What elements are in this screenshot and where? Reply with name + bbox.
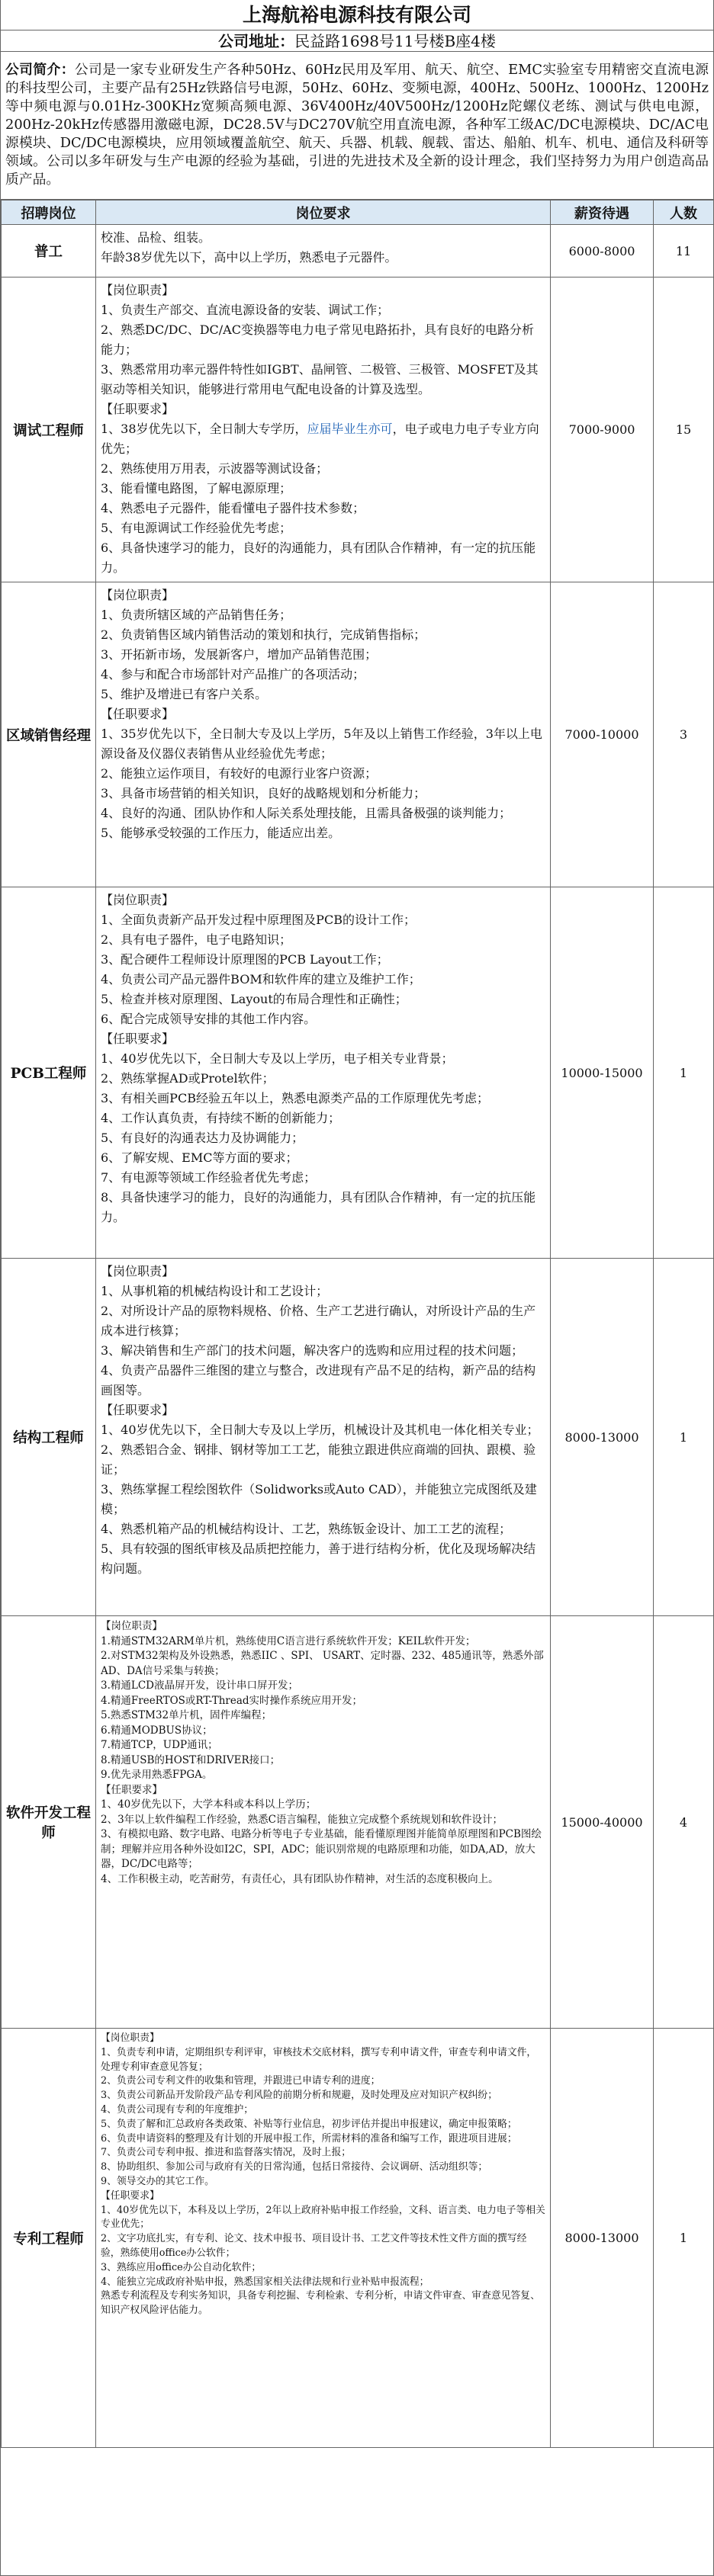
requirement-line: 7、有电源等领域工作经验者优先考虑；: [101, 1170, 317, 1185]
requirement-line: 2、熟悉DC/DC、DC/AC变换器等电力电子常见电路拓扑，具有良好的电路分析能力；: [101, 322, 534, 357]
requirement-line: 2、文字功底扎实，有专利、论文、技术申报书、项目设计书、工艺文件等技术性文件方面的撰写经验，熟练使用office办公软件；: [101, 2233, 527, 2259]
intro-label: 公司简介：: [5, 62, 75, 78]
requirement-line: 3、熟练应用office办公自动化软件；: [101, 2261, 262, 2273]
job-count: 4: [654, 1616, 714, 2029]
requirement-line: 5、有良好的沟通表达力及协调能力；: [101, 1131, 304, 1145]
requirement-line: 2.对STM32架构及外设熟悉，熟悉IIC 、SPI、 USART、定时器、232、485通讯等，熟悉外部AD、DA信号采集与转换；: [101, 1650, 544, 1677]
requirement-line: 1、38岁优先以下，全日制大专学历，应届毕业生亦可，电子或电力电子专业方向优先；: [101, 422, 539, 456]
requirement-line: 1、从事机箱的机械结构设计和工艺设计；: [101, 1284, 329, 1298]
requirement-line: 2、对所设计产品的原物料规格、价格、生产工艺进行确认，对所设计产品的生产成本进行核算；: [101, 1304, 536, 1338]
job-title: 专利工程师: [2, 2029, 96, 2448]
requirement-line: 6、具备快速学习的能力，良好的沟通能力，具有团队合作精神，有一定的抗压能力。: [101, 541, 536, 575]
requirement-line: 7.精通TCP，UDP通讯；: [101, 1739, 218, 1751]
requirement-line: 【岗位职责】: [101, 2032, 159, 2044]
job-title: 普工: [2, 225, 96, 277]
job-title: 软件开发工程师: [2, 1616, 96, 2029]
requirement-line: 【任职要求】: [101, 1403, 175, 1417]
requirement-line: 4、熟悉电子元器件，能看懂电子器件技术参数；: [101, 501, 365, 515]
requirement-line: 1.精通STM32ARM单片机，熟练使用C语言进行系统软件开发；KEIL软件开发；: [101, 1634, 476, 1647]
requirement-line: 1、负责专利申请，定期组织专利评审，审核技术交底材料，撰写专利申请文件，审查专利申请文件，处理专利审查意见答复；: [101, 2046, 537, 2073]
requirement-line: 【岗位职责】: [101, 588, 175, 602]
table-row: [2, 277, 714, 582]
requirement-line: 2、能独立运作项目，有较好的电源行业客户资源；: [101, 766, 378, 781]
requirement-line: 1、35岁优先以下，全日制大专及以上学历，5年及以上销售工作经验，3年以上电源设备及仪器仪表销售从业经验优先考虑；: [101, 727, 542, 761]
requirement-line: 3、熟练掌握工程绘图软件（Solidworks或Auto CAD），并能独立完成图纸及建模；: [101, 1482, 537, 1516]
requirement-line: 校准、品检、组装。: [101, 230, 211, 245]
requirement-line: 3、能看懂电路图，了解电源原理；: [101, 481, 292, 496]
requirement-line: 4、良好的沟通、团队协作和人际关系处理技能，且需具备极强的谈判能力；: [101, 806, 512, 820]
table-row: [2, 1616, 714, 2029]
requirement-line: 4、工作积极主动，吃苦耐劳，有责任心，具有团队协作精神，对生活的态度积极向上。: [101, 1872, 499, 1885]
job-table: [1, 200, 714, 2448]
requirement-line: 熟悉专利流程及专利实务知识，具备专利挖掘、专利检索、专利分析，申请文件审查、审查意见答复、知识产权风险评估能力。: [101, 2290, 540, 2317]
job-count: 11: [654, 225, 714, 277]
requirement-line: 【任职要求】: [101, 402, 175, 416]
requirement-line: 【岗位职责】: [101, 283, 175, 297]
requirement-line: 9、领导交办的其它工作。: [101, 2175, 214, 2187]
requirement-line: 3、配合硬件工程师设计原理图的PCB Layout工作；: [101, 952, 389, 967]
job-requirements: [96, 887, 551, 1259]
requirement-line: 4、参与和配合市场部针对产品推广的各项活动；: [101, 667, 365, 682]
requirement-line: 6.精通MODBUS协议；: [101, 1724, 213, 1737]
job-count: 1: [654, 887, 714, 1259]
requirement-line: 2、熟悉铝合金、钢排、钢材等加工工艺，能独立跟进供应商端的回执、跟模、验证；: [101, 1442, 536, 1477]
header-requirements: 岗位要求: [96, 200, 551, 225]
requirement-line: 3、有模拟电路、数字电路、电路分析等电子专业基础，能看懂原理图并能简单原理图和PCB图绘制；理解并应用各种外设如I2C，SPI，ADC；能识别常规的电路原理和功能，如DA,AD，放大器，DC/DC电路等；: [101, 1828, 542, 1870]
requirement-line: 6、了解安规、EMC等方面的要求；: [101, 1150, 298, 1165]
company-intro: [1, 52, 713, 200]
requirement-line: 7、负责公司专利申报、推进和监督落实情况，及时上报；: [101, 2147, 352, 2159]
requirement-line: 3、开拓新市场，发展新客户，增加产品销售范围；: [101, 647, 378, 662]
job-count: 15: [654, 277, 714, 582]
requirement-line: 【岗位职责】: [101, 1620, 162, 1632]
job-requirements: [96, 582, 551, 887]
requirement-line: 2、熟练使用万用表，示波器等测试设备；: [101, 461, 329, 476]
job-title: 调试工程师: [2, 277, 96, 582]
job-salary: 7000-10000: [551, 582, 654, 887]
requirement-line: 2、3年以上软件编程工作经验，熟悉C语言编程，能独立完成整个系统规划和软件设计；: [101, 1813, 503, 1826]
requirement-line: 1、负责所辖区域的产品销售任务；: [101, 608, 292, 622]
job-salary: 10000-15000: [551, 887, 654, 1259]
requirement-line: 6、配合完成领导安排的其他工作内容。: [101, 1012, 317, 1026]
requirement-line: 5、维护及增进已有客户关系。: [101, 687, 268, 701]
requirement-line: 2、负责公司专利文件的收集和管理，并跟进已申请专利的进度；: [101, 2075, 381, 2087]
requirement-line: 4、负责公司产品元器件BOM和软件库的建立及维护工作；: [101, 972, 421, 986]
address-label: 公司地址：: [218, 32, 295, 50]
job-title: PCB工程师: [2, 887, 96, 1259]
requirement-line: 2、熟练掌握AD或Protel软件；: [101, 1071, 275, 1086]
job-salary: 7000-9000: [551, 277, 654, 582]
job-requirements: [96, 225, 551, 277]
requirement-line: 年龄38岁优先以下，高中以上学历，熟悉电子元器件。: [101, 250, 397, 265]
requirement-line: 5、具有较强的图纸审核及品质把控能力，善于进行结构分析，优化及现场解决结构问题。: [101, 1541, 536, 1576]
requirement-line: 1、负责生产部交、直流电源设备的安装、调试工作；: [101, 303, 390, 317]
job-count: 1: [654, 1259, 714, 1616]
requirement-line: 5、检查并核对原理图、Layout的布局合理性和正确性；: [101, 992, 407, 1006]
requirement-line: 4.精通FreeRTOS或RT-Thread实时操作系统应用开发；: [101, 1694, 363, 1707]
job-count: 1: [654, 2029, 714, 2448]
company-address: [1, 30, 713, 52]
requirement-line: 4、熟悉机箱产品的机械结构设计、工艺，熟练钣金设计、加工工艺的流程；: [101, 1522, 512, 1536]
requirement-line: 2、负责销售区域内销售活动的策划和执行，完成销售指标；: [101, 627, 426, 642]
job-requirements: [96, 1616, 551, 2029]
requirement-line: 5、能够承受较强的工作压力，能适应出差。: [101, 826, 341, 840]
requirement-line: 5、负责了解和汇总政府各类政策、补贴等行业信息，初步评估并提出申报建议，确定申报策略；: [101, 2118, 517, 2130]
table-row: [2, 887, 714, 1259]
job-rows: [2, 225, 714, 2448]
requirement-line: 1、40岁优先以下，大学本科或本科以上学历；: [101, 1798, 317, 1811]
requirement-line: 3、负责公司新品开发阶段产品专利风险的前期分析和规避，及时处理及应对知识产权纠纷；: [101, 2090, 498, 2102]
requirement-line: 3、熟悉常用功率元器件特性如IGBT、晶闸管、二极管、三极管、MOSFET及其驱动等相关知识，能够进行常用电气配电设备的计算及选型。: [101, 362, 539, 396]
requirement-line: 3.精通LCD液晶屏开发，设计串口屏开发；: [101, 1679, 298, 1692]
table-row: [2, 2029, 714, 2448]
job-count: 3: [654, 582, 714, 887]
job-salary: 15000-40000: [551, 1616, 654, 2029]
requirement-line: 【任职要求】: [101, 1783, 162, 1796]
job-requirements: [96, 277, 551, 582]
requirement-line: 6、负责申请资料的整理及有计划的开展申报工作，所需材料的准备和编写工作，跟进项目进展；: [101, 2132, 517, 2145]
requirement-line: 4、负责产品器件三维图的建立与整合，改进现有产品不足的结构，新产品的结构画图等。: [101, 1363, 536, 1397]
requirement-line: 5.熟悉STM32单片机，固件库编程；: [101, 1709, 272, 1721]
table-header: [2, 200, 714, 225]
requirement-line: 1、40岁优先以下，全日制大专及以上学历，机械设计及其机电一体化相关专业；: [101, 1423, 539, 1437]
requirement-line: 1、40岁优先以下，本科及以上学历，2年以上政府补贴申报工作经验，文科、语言类、电力电子等相关专业优先；: [101, 2204, 545, 2231]
requirement-line: 4、工作认真负责，有持续不断的创新能力；: [101, 1111, 341, 1125]
requirement-line: 3、解决销售和生产部门的技术问题，解决客户的选购和应用过程的技术问题；: [101, 1343, 524, 1358]
header-salary: 薪资待遇: [551, 200, 654, 225]
header-count: 人数: [654, 200, 714, 225]
job-requirements: [96, 1259, 551, 1616]
requirement-line: 【任职要求】: [101, 1031, 175, 1046]
table-row: [2, 225, 714, 277]
requirement-line: 5、有电源调试工作经验优先考虑；: [101, 521, 292, 535]
requirement-line: 【任职要求】: [101, 2189, 159, 2202]
table-row: [2, 582, 714, 887]
intro-text: 公司是一家专业研发生产各种50Hz、60Hz民用及军用、航天、航空、EMC实验室专用精密交直流电源的科技型公司，主要产品有25Hz铁路信号电源，50Hz、60Hz、变频电源，400Hz、500Hz、1000Hz、1200Hz等中频电源与0.01Hz-300KHz宽频高频电源、36V400Hz/40V500Hz/1200Hz陀螺仪老练、测试与供电电源，200Hz-20kHz传感器用激磁电源，DC28.5V与DC270V航空用直流电源，各种军工级AC/DC电源模块、DC/AC电源模块、DC/DC电源模块，应用领域覆盖航空、航天、兵器、机载、舰载、雷达、船舶、机车、机电、通信及科研等领域。公司以多年研发与生产电源的经验为基础，引进的先进技术及全新的设计理念，我们坚持努力为用户创造高品质产品。: [5, 62, 709, 188]
requirement-line: 1、全面负责新产品开发过程中原理图及PCB的设计工作；: [101, 913, 416, 927]
requirement-line: 8.精通USB的HOST和DRIVER接口；: [101, 1753, 281, 1766]
company-name: 上海航裕电源科技有限公司: [1, 0, 713, 30]
job-salary: 8000-13000: [551, 2029, 654, 2448]
requirement-line: 【岗位职责】: [101, 1264, 175, 1278]
address-value: 民益路1698号11号楼B座4楼: [294, 32, 496, 50]
job-title: 结构工程师: [2, 1259, 96, 1616]
highlight-text: 应届毕业生亦可: [307, 422, 393, 436]
requirement-line: 2、具有电子器件，电子电路知识；: [101, 932, 292, 947]
header-position: 招聘岗位: [2, 200, 96, 225]
requirement-line: 9.优先录用熟悉FPGA。: [101, 1769, 213, 1781]
requirement-line: 【岗位职责】: [101, 893, 175, 907]
job-salary: 6000-8000: [551, 225, 654, 277]
requirement-line: 8、协助组织、参加公司与政府有关的日常沟通，包括日常接待、会议调研、活动组织等；: [101, 2161, 488, 2173]
requirement-line: 【任职要求】: [101, 707, 175, 721]
requirement-line: 4、负责公司现有专利的年度维护；: [101, 2103, 254, 2116]
requirement-line: 1、40岁优先以下，全日制大专及以上学历，电子相关专业背景；: [101, 1051, 454, 1066]
requirement-line: 3、有相关画PCB经验五年以上，熟悉电源类产品的工作原理优先考虑；: [101, 1091, 489, 1105]
requirement-line: 4、能独立完成政府补贴申报，熟悉国家相关法律法规和行业补贴申报流程；: [101, 2276, 429, 2288]
table-row: [2, 1259, 714, 1616]
job-title: 区域销售经理: [2, 582, 96, 887]
requirement-line: 3、具备市场营销的相关知识，良好的战略规划和分析能力；: [101, 786, 426, 800]
requirement-line: 8、具备快速学习的能力，良好的沟通能力，具有团队合作精神，有一定的抗压能力。: [101, 1190, 536, 1224]
job-requirements: [96, 2029, 551, 2448]
job-salary: 8000-13000: [551, 1259, 654, 1616]
